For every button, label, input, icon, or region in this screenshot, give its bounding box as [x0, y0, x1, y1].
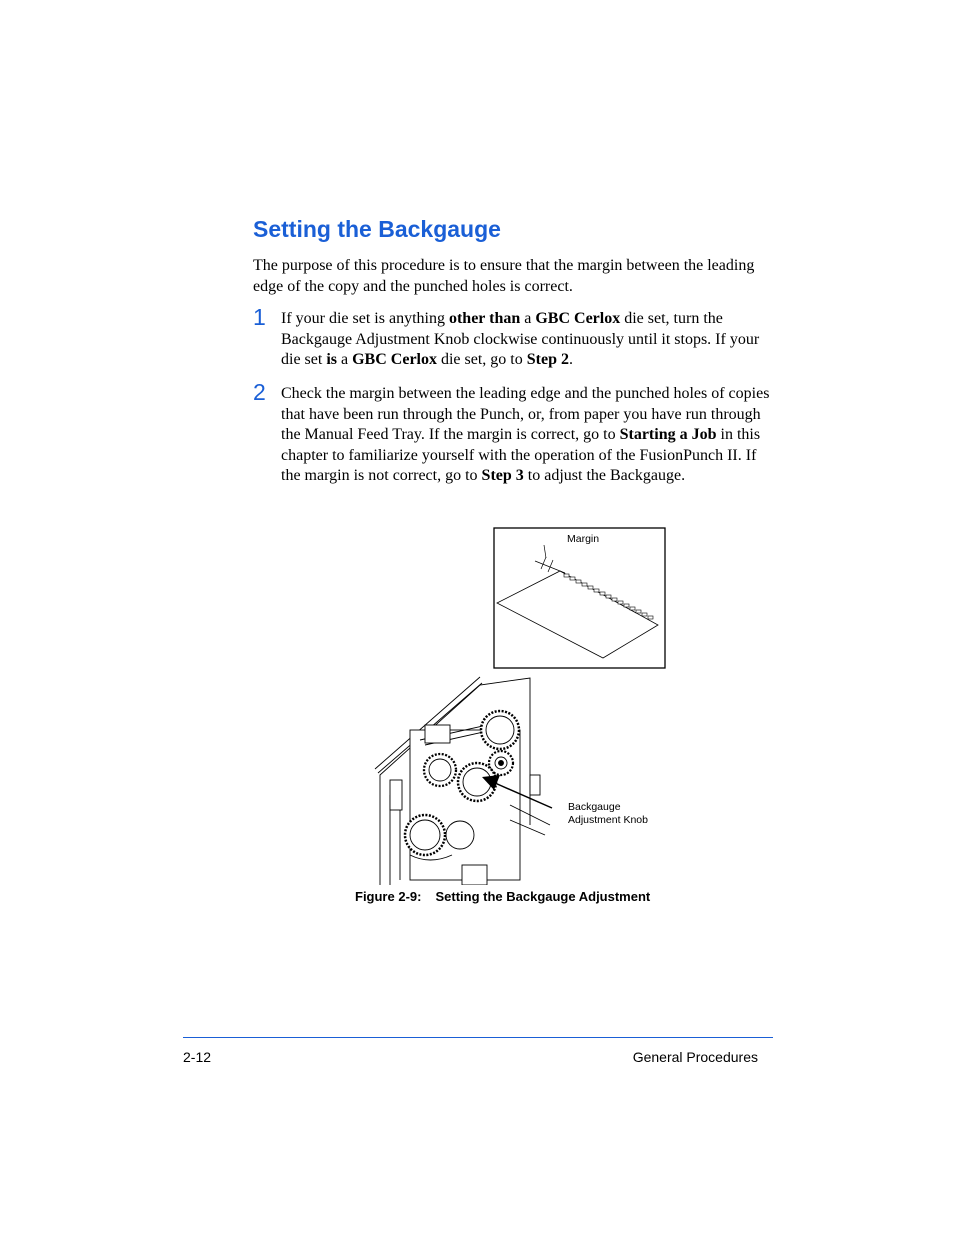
step-text-run: die set, go to [436, 351, 527, 368]
gear-bottom [405, 815, 445, 855]
gear-top-right [481, 711, 519, 749]
page-number: 2-12 [183, 1049, 212, 1065]
step-text-bold: GBC Cerlox [535, 310, 621, 327]
step-text-bold: Starting a Job [619, 426, 717, 443]
step-number: 2 [253, 379, 266, 405]
step-text-bold: Step 3 [481, 467, 524, 484]
step-text-run: to adjust the Backgauge. [523, 467, 686, 484]
caption-number: Figure 2-9: [355, 889, 422, 904]
backgauge-illustration [370, 525, 690, 885]
step-text-run: Check the margin between the leading edge and the punched holes of copies that have been run through the Punch, or, from paper you have run through the Manual Feed Tray. If the margin is correct, go to [281, 385, 770, 443]
step-text [281, 309, 773, 371]
margin-label: Margin [567, 533, 600, 545]
chapter-name: General Procedures [632, 1049, 758, 1065]
footer-rule [183, 1037, 773, 1038]
step-text-run: If your die set is anything [281, 310, 449, 327]
figure-caption [355, 889, 650, 904]
section-title: Setting the Backgauge [253, 216, 501, 242]
knob-label-line2: Adjustment Knob [568, 814, 648, 826]
knob-label [568, 801, 648, 827]
step-text-bold: GBC Cerlox [352, 351, 437, 368]
figure-backgauge [370, 525, 690, 885]
gear-left [424, 754, 456, 786]
step-text-bold: Step 2 [526, 351, 569, 368]
caption-text: Setting the Backgauge Adjustment [435, 889, 651, 904]
intro-paragraph: The purpose of this procedure is to ensure that the margin between the leading edge of the copy and the punched holes is correct. [253, 257, 755, 295]
step-text-run: . [568, 351, 573, 368]
step-text-bold: is [326, 351, 337, 368]
step-text-run: a [520, 310, 536, 327]
step-text-run: in this chapter to familiarize yourself with the operation of the FusionPunch II. If the margin is not correct, go to [281, 426, 761, 484]
step-number: 1 [253, 304, 266, 330]
step-text-run: die set, turn the Backgauge Adjustment Knob clockwise continuously until it stops. If your die set [281, 310, 760, 368]
step-text-bold: other than [448, 310, 521, 327]
step-text-run: a [337, 351, 353, 368]
knob-label-line1: Backgauge [568, 801, 621, 813]
step-text [281, 384, 773, 487]
